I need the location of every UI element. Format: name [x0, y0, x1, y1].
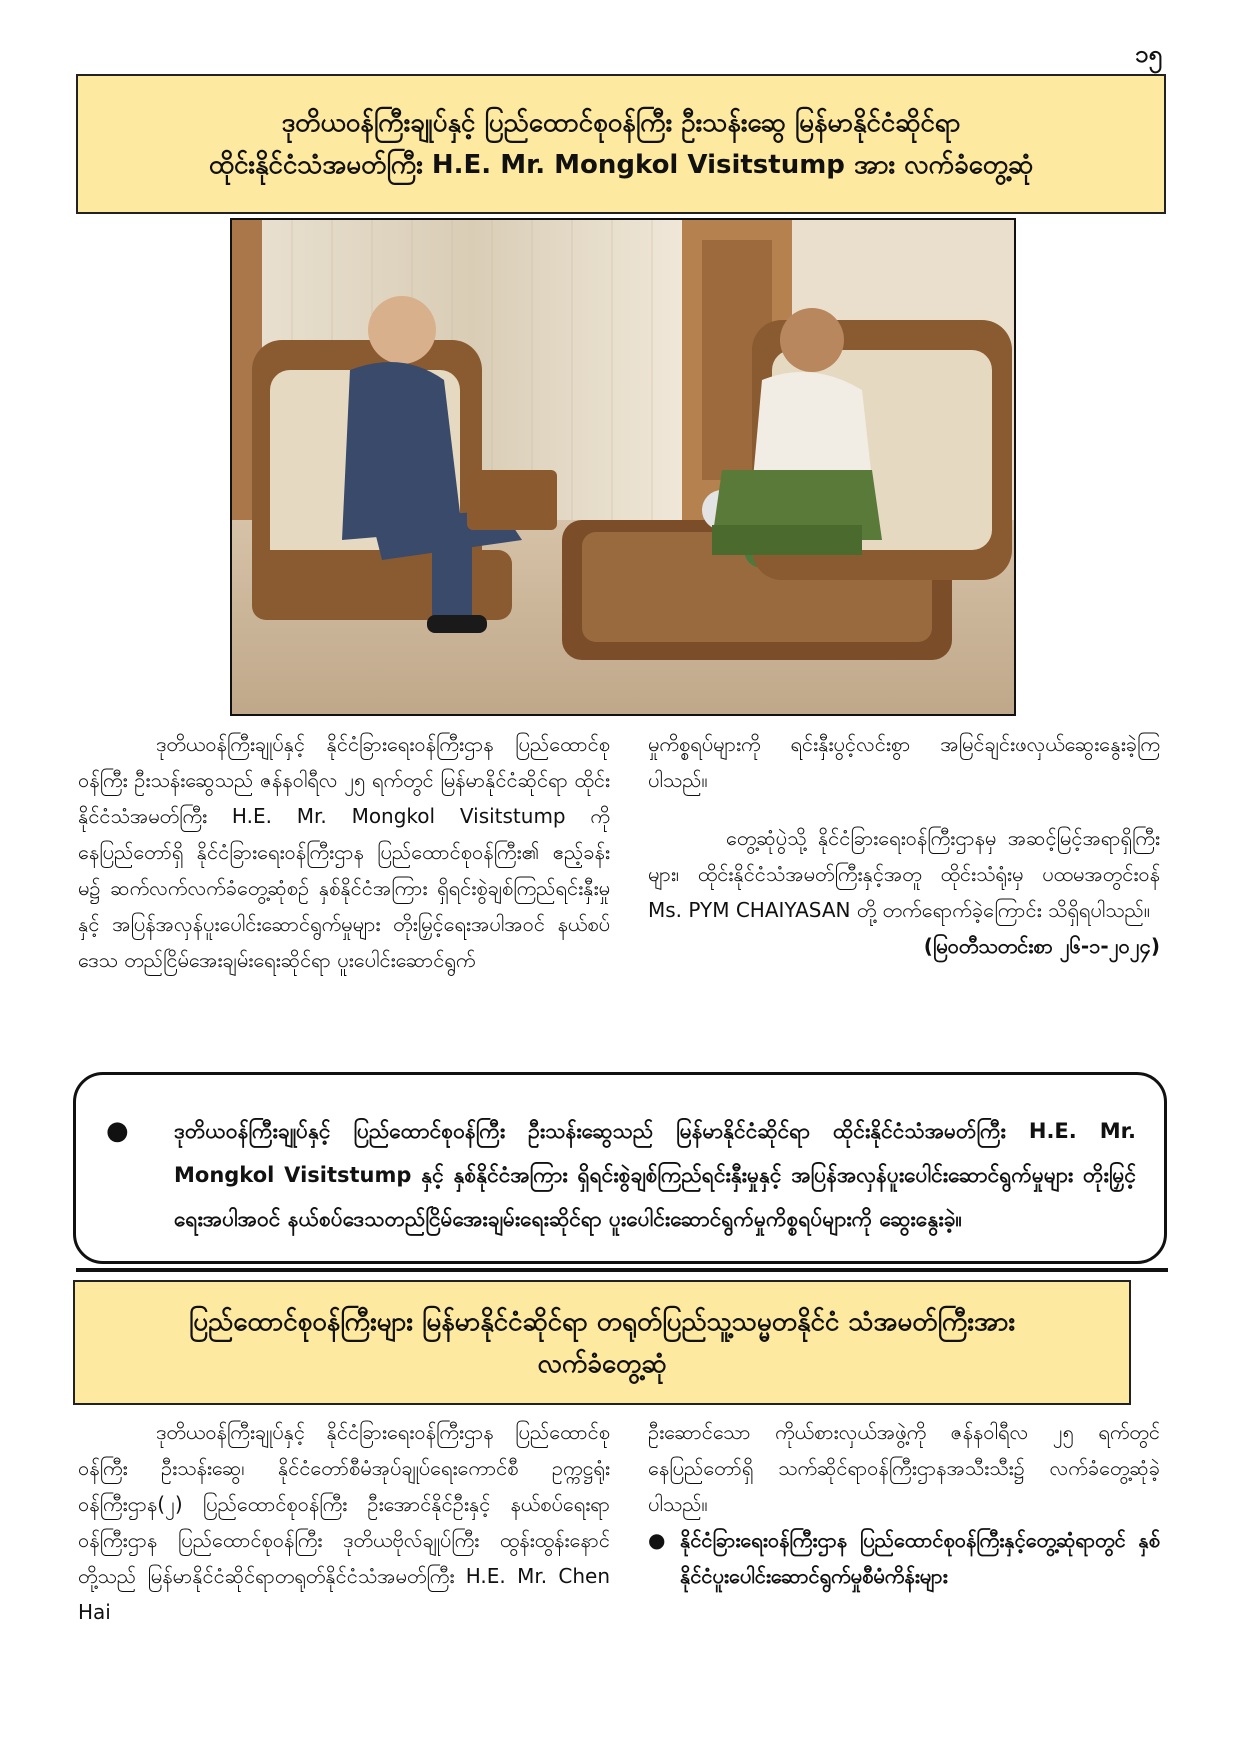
headline-box-2 [73, 1280, 1131, 1405]
headline-box-1 [76, 74, 1166, 214]
meeting-photo [230, 218, 1016, 716]
article-2-right-column [648, 1414, 1160, 1594]
headline-1-line-2: ထိုင်းနိုင်ငံသံအမတ်ကြီး H.E. Mr. Mongkol Visitstump အား လက်ခံတွေ့ဆုံ [208, 150, 1034, 180]
section-divider [76, 1268, 1168, 1272]
bullet-icon: ● [648, 1528, 666, 1552]
headline-2-line-1: ပြည်ထောင်စုဝန်ကြီးများ မြန်မာနိုင်ငံဆိုင်ရာ တရုတ်ပြည်သူ့သမ္မတနိုင်ငံ သံအမတ်ကြီးအား [188, 1306, 1016, 1337]
meeting-photo-illustration [232, 220, 1016, 716]
page-number: ၁၅ [1135, 40, 1162, 68]
article-2-bullet-text: နိုင်ငံခြားရေးဝန်ကြီးဌာန ပြည်ထောင်စုဝန်ကြီးနှင့်တွေ့ဆုံရာတွင် နှစ်နိုင်ငံပူးပေါင်းဆောင်ရွက်မှုစီမံကိန်းများ [680, 1528, 1160, 1588]
headline-2-line-2: လက်ခံတွေ့ဆုံ [537, 1348, 667, 1379]
headline-1-line-1: ဒုတိယဝန်ကြီးချုပ်နှင့် ပြည်ထောင်စုဝန်ကြီး ဦးသန်းဆွေ မြန်မာနိုင်ငံဆိုင်ရာ [281, 108, 961, 138]
article-2-paragraph-1: ဒုတိယဝန်ကြီးချုပ်နှင့် နိုင်ငံခြားရေးဝန်ကြီးဌာန ပြည်ထောင်စုဝန်ကြီး ဦးသန်းဆွေ၊ နိုင်ငံတော်စီမံအုပ်ချုပ်ရေးကောင်စီ ဥက္ကဋ္ဌရုံးဝန်ကြီးဌာန(၂) ပြည်ထောင်စုဝန်ကြီး ဦးအောင်နိုင်ဦးနှင့် နယ်စပ်ရေးရာဝန်ကြီးဌာန ပြည်ထောင်စုဝန်ကြီး ဒုတိယဗိုလ်ချုပ်ကြီး ထွန်းထွန်းနောင်တို့သည် မြန်မာနိုင်ငံဆိုင်ရာတရုတ်နိုင်ငံသံအမတ်ကြီး H.E. Mr. Chen Hai [78, 1420, 610, 1624]
summary-box [73, 1072, 1167, 1264]
article-1-left-column [78, 726, 610, 978]
article-2-bullet-item [648, 1522, 1160, 1594]
article-1-paragraph-1: ဒုတိယဝန်ကြီးချုပ်နှင့် နိုင်ငံခြားရေးဝန်ကြီးဌာန ပြည်ထောင်စုဝန်ကြီး ဦးသန်းဆွေသည် ဇန်နဝါရီလ ၂၅ ရက်တွင် မြန်မာနိုင်ငံဆိုင်ရာ ထိုင်းနိုင်ငံသံအမတ်ကြီး H.E. Mr. Mongkol Visitstump ကို နေပြည်တော်ရှိ နိုင်ငံခြားရေးဝန်ကြီးဌာန ပြည်ထောင်စုဝန်ကြီး၏ ဧည့်ခန်းမ၌ ဆက်လက်လက်ခံတွေ့ဆုံစဉ် နှစ်နိုင်ငံအကြား ရှိရင်းစွဲချစ်ကြည်ရင်းနှီးမှုနှင့် အပြန်အလှန်ပူးပေါင်းဆောင်ရွက်မှုများ တိုးမြှင့်ရေးအပါအဝင် နယ်စပ်ဒေသ တည်ငြိမ်အေးချမ်းရေးဆိုင်ရာ ပူးပေါင်းဆောင်ရွက် [78, 732, 610, 972]
article-1-right-column [648, 726, 1160, 964]
article-1-paragraph-1-continued: မှုကိစ္စရပ်များကို ရင်းနှီးပွင့်လင်းစွာ အမြင်ချင်းဖလှယ်ဆွေးနွေးခဲ့ကြပါသည်။ [648, 732, 1160, 792]
article-2-paragraph-1-continued: ဦးဆောင်သော ကိုယ်စားလှယ်အဖွဲ့ကို ဇန်နဝါရီလ ၂၅ ရက်တွင် နေပြည်တော်ရှိ သက်ဆိုင်ရာဝန်ကြီးဌာနအသီးသီး၌ လက်ခံတွေ့ဆုံခဲ့ပါသည်။ [648, 1420, 1160, 1516]
summary-text: ဒုတိယဝန်ကြီးချုပ်နှင့် ပြည်ထောင်စုဝန်ကြီး ဦးသန်းဆွေသည် မြန်မာနိုင်ငံဆိုင်ရာ ထိုင်းနိုင်ငံသံအမတ်ကြီး H.E. Mr. Mongkol Visitstump နှင့် နှစ်နိုင်ငံအကြား ရှိရင်းစွဲချစ်ကြည်ရင်းနှီးမှုနှင့် အပြန်အလှန်ပူးပေါင်းဆောင်ရွက်မှုများ တိုးမြှင့်ရေးအပါအဝင် နယ်စပ်ဒေသတည်ငြိမ်အေးချမ်းရေးဆိုင်ရာ ပူးပေါင်းဆောင်ရွက်မှုကိစ္စရပ်များကို ဆွေးနွေးခဲ့။ [174, 1119, 1136, 1231]
article-1-source: (မြဝတီသတင်းစာ ၂၆-၁-၂၀၂၄) [923, 934, 1160, 958]
article-1-paragraph-2: တွေ့ဆုံပွဲသို့ နိုင်ငံခြားရေးဝန်ကြီးဌာနမှ အဆင့်မြင့်အရာရှိကြီးများ၊ ထိုင်းနိုင်ငံသံအမတ်ကြီးနှင့်အတူ ထိုင်းသံရုံးမှ ပထမအတွင်းဝန် Ms. PYM CHAIYASAN တို့ တက်ရောက်ခဲ့ကြောင်း သိရှိရပါသည်။ [648, 826, 1160, 922]
article-2-left-column [78, 1414, 610, 1630]
bullet-icon: ● [106, 1116, 129, 1146]
